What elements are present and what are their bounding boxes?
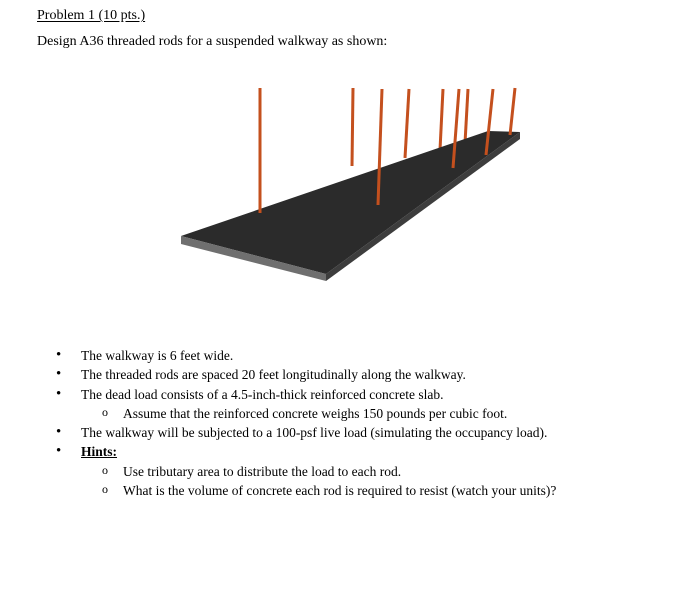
bullet-dead-load: • The dead load consists of a 4.5-inch-thick reinforced concrete slab. — [56, 385, 556, 404]
walkway-figure — [0, 0, 700, 300]
problem-title: Problem 1 (10 pts.) — [37, 8, 146, 23]
threaded-rod — [440, 89, 443, 150]
threaded-rod — [465, 89, 468, 143]
hints-heading: Hints: — [81, 444, 118, 460]
problem-statement: Design A36 threaded rods for a suspended walkway as shown: — [37, 34, 388, 49]
threaded-rod — [352, 88, 353, 166]
bullet-live-load: • The walkway will be subjected to a 100-psf live load (simulating the occupancy load). — [56, 423, 556, 442]
threaded-rod — [405, 89, 409, 158]
hint-tributary-area: o Use tributary area to distribute the load to each rod. — [56, 462, 556, 481]
concrete-slab — [181, 131, 520, 281]
hint-concrete-volume: o What is the volume of concrete each rod is required to resist (watch your units)? — [56, 481, 556, 500]
subbullet-concrete-weight: o Assume that the reinforced concrete weighs 150 pounds per cubic foot. — [56, 404, 556, 423]
bullet-rod-spacing: • The threaded rods are spaced 20 feet longitudinally along the walkway. — [56, 365, 556, 384]
problem-bullets — [56, 346, 556, 500]
bullet-hints — [56, 442, 556, 461]
bullet-width: • The walkway is 6 feet wide. — [56, 346, 556, 365]
threaded-rod — [510, 88, 515, 135]
